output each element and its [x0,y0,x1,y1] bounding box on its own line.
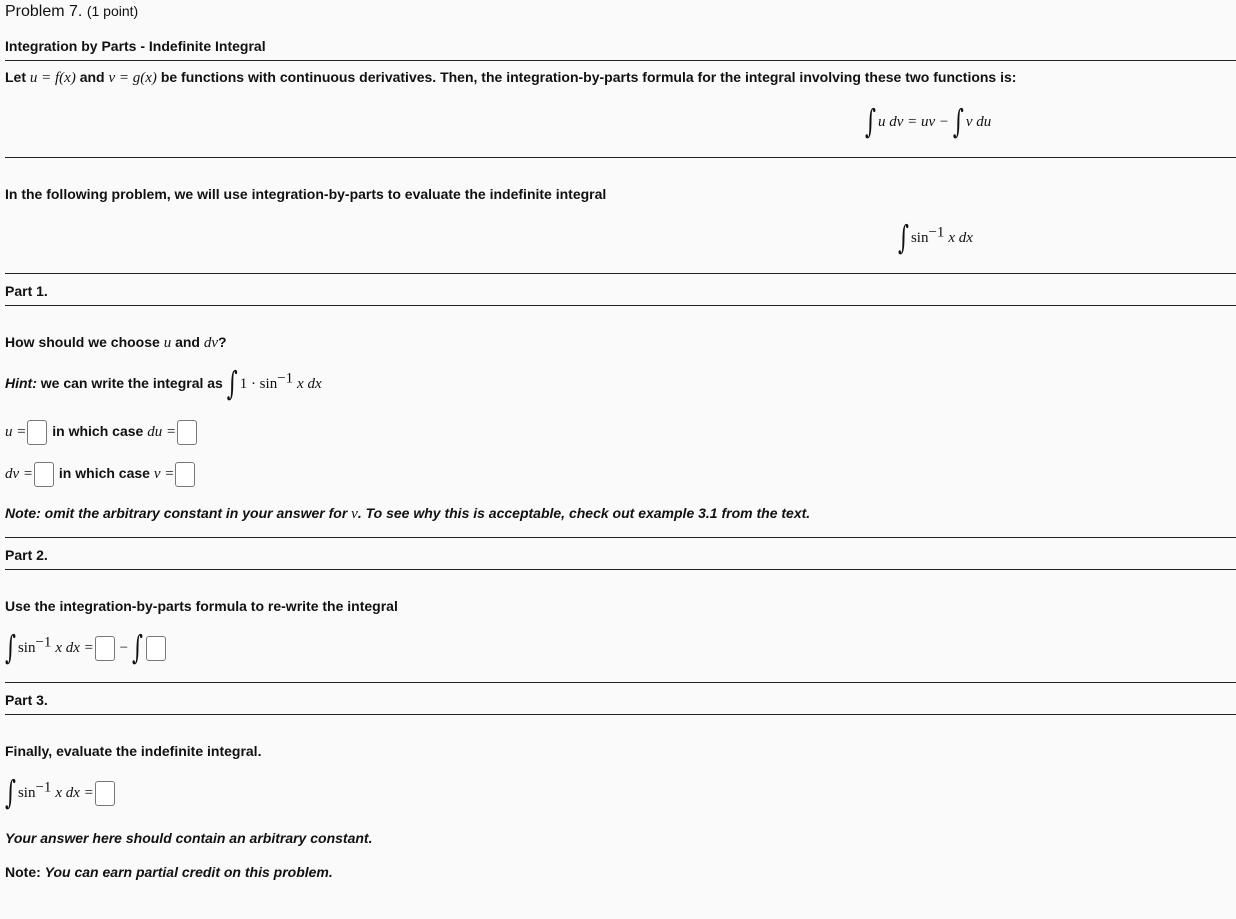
integral-sign: ∫ [898,219,909,257]
expr-exp: −1 [35,634,52,651]
integrand-exp: −1 [928,224,945,241]
problem-title: Problem 7. [5,3,83,20]
parts-formula [865,103,992,141]
hint-expr-exp: −1 [277,370,294,387]
part1-question [5,334,227,352]
expr-var: x dx = [55,640,94,657]
part3-text: Finally, evaluate the indefinite integral. [5,743,262,759]
formula-rhs: v du [965,114,992,130]
expr-fn: sin [17,640,36,657]
part2-expression [5,629,167,667]
part2-label: Part 2. [5,547,48,563]
u-row [5,420,198,445]
part2-text: Use the integration-by-parts formula to re-write the integral [5,598,398,614]
divider [5,682,1236,683]
note-label: Note: [5,864,41,880]
dv-row [5,462,196,487]
which-case-text: in which case [52,423,144,440]
note-v: v [351,506,358,522]
partial-credit-note [5,864,333,880]
integral-sign: ∫ [226,365,238,403]
formula-lhs: u dv = uv − [877,114,950,130]
v-label: v = [153,466,175,483]
note-text-end: . To see why this is acceptable, check out example 3.1 from the text. [357,505,811,521]
intro-and: and [79,69,105,85]
divider [5,273,1236,274]
v-answer-input[interactable] [175,462,195,487]
integral-sign: ∫ [5,774,16,812]
hint-expr-post: x dx [297,376,322,392]
integrand-fn: sin [910,230,929,246]
question-u: u [163,335,172,351]
hint-text: we can write the integral as [40,375,223,391]
dv-answer-input[interactable] [34,462,54,487]
u-answer-input[interactable] [27,420,47,445]
note-text: You can earn partial credit on this problem. [44,864,333,880]
integrand-var: x dx [948,230,973,246]
part1-note [5,505,810,523]
divider [5,714,1236,715]
expr-exp: −1 [35,779,52,796]
du-label: du = [147,424,177,441]
intro-v-eq: v = g(x) [108,70,157,86]
minus-sign: − [119,640,129,657]
vdu-answer-input[interactable] [146,636,166,661]
target-integral [898,219,973,257]
part3-expression [5,774,116,812]
final-answer-input[interactable] [95,781,115,806]
question-text: How should we choose [5,334,160,350]
intro-text [5,69,1016,87]
divider [5,305,1236,306]
part1-hint [5,365,322,403]
integral-sign: ∫ [132,629,143,667]
which-case-text: in which case [58,465,150,482]
divider [5,60,1236,61]
divider [5,537,1236,538]
part1-label: Part 1. [5,283,48,299]
expr-var: x dx = [55,785,94,802]
du-answer-input[interactable] [177,420,197,445]
divider [5,569,1236,570]
question-dv: dv [203,335,219,351]
hint-label: Hint: [5,375,37,391]
divider [5,157,1236,158]
uv-answer-input[interactable] [95,636,115,661]
problem-header [5,3,138,21]
u-label: u = [5,424,27,441]
problem-statement: In the following problem, we will use integration-by-parts to evaluate the indefinite integral [5,186,607,202]
question-end: ? [218,334,227,350]
integral-sign: ∫ [952,103,964,141]
integral-sign: ∫ [865,103,876,141]
problem-subtitle: Integration by Parts - Indefinite Integral [5,38,266,54]
problem-points: (1 point) [86,3,139,19]
dv-label: dv = [5,466,34,483]
hint-expr-pre: 1 · sin [239,376,278,392]
question-and: and [175,334,200,350]
intro-rest: be functions with continuous derivatives. Then, the integration-by-parts formula for the integral involving these two functions is: [160,69,1017,85]
integral-sign: ∫ [5,629,16,667]
note-text: Note: omit the arbitrary constant in your answer for [5,505,348,521]
intro-u-eq: u = f(x) [29,70,76,86]
part3-label: Part 3. [5,692,48,708]
expr-fn: sin [17,785,36,802]
intro-let: Let [5,69,26,85]
constant-note: Your answer here should contain an arbitrary constant. [5,830,373,846]
